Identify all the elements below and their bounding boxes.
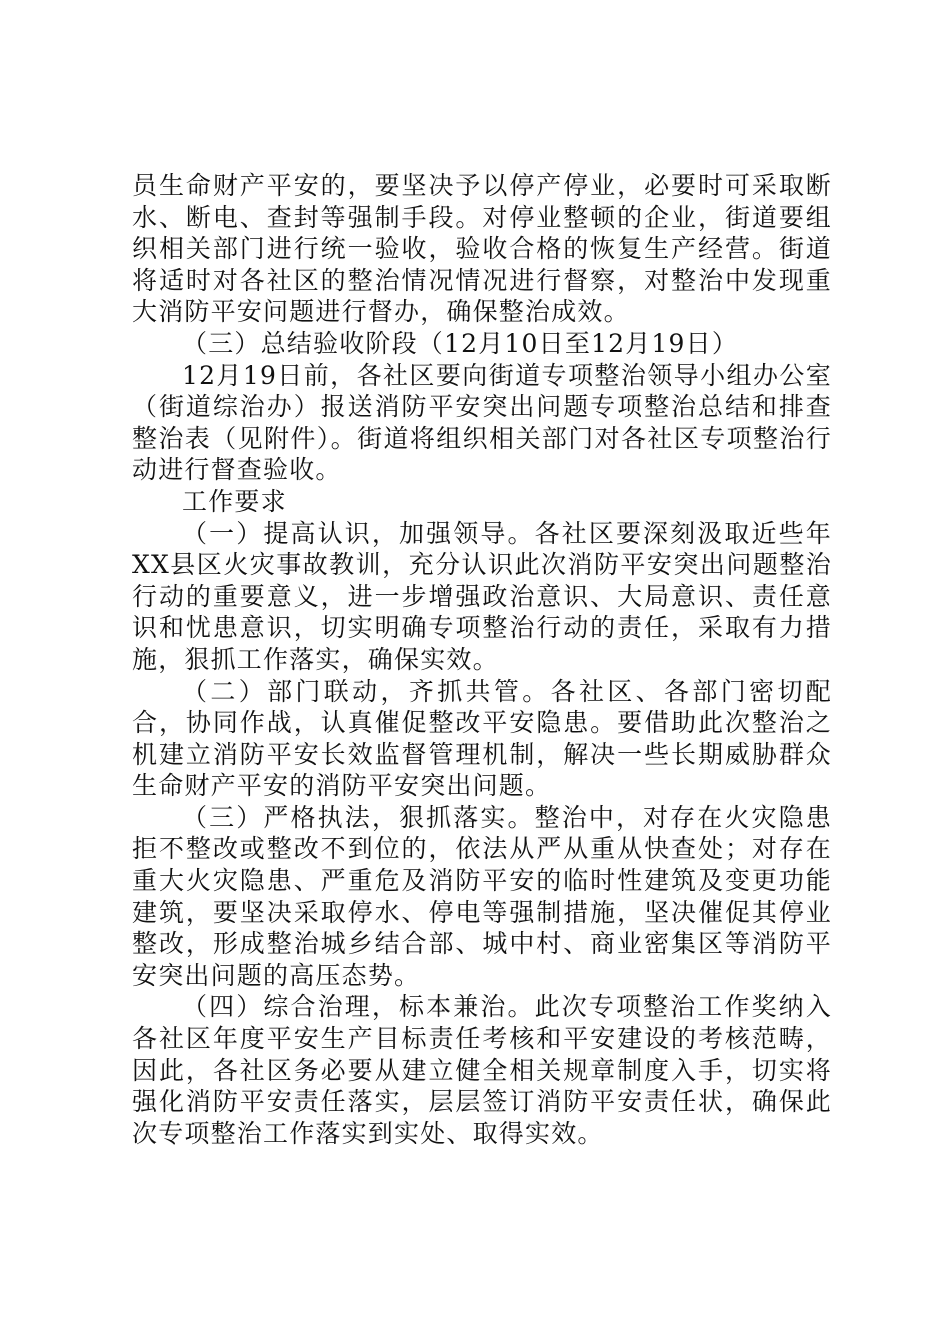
document-body <box>132 170 832 1149</box>
paragraph-requirement-1: （一）提高认识，加强领导。各社区要深刻汲取近些年XX县区火灾事故教训，充分认识此次消防平安突出问题整治行动的重要意义，进一步增强政治意识、大局意识、责任意识和忧患意识，切实明确专项整治行动的责任，采取有力措施，狠抓工作落实，确保实效。 <box>132 518 832 674</box>
paragraph-requirement-3: （三）严格执法，狠抓落实。整治中，对存在火灾隐患拒不整改或整改不到位的，依法从严从重从快查处；对存在重大火灾隐患、严重危及消防平安的临时性建筑及变更功能建筑，要坚决采取停水、停电等强制措施，坚决催促其停业整改，形成整治城乡结合部、城中村、商业密集区等消防平安突出问题的高压态势。 <box>132 802 832 990</box>
paragraph-requirement-4: （四）综合治理，标本兼治。此次专项整治工作奖纳入各社区年度平安生产目标责任考核和平安建设的考核范畴，因此，各社区务必要从建立健全相关规章制度入手，切实将强化消防平安责任落实，层层签订消防平安责任状，确保此次专项整治工作落实到实处、取得实效。 <box>132 992 832 1148</box>
paragraph-requirement-2: （二）部门联动，齐抓共管。各社区、各部门密切配合，协同作战，认真催促整改平安隐患。要借助此次整治之机建立消防平安长效监督管理机制，解决一些长期威胁群众生命财产平安的消防平安突出问题。 <box>132 676 832 801</box>
paragraph-continued: 员生命财产平安的，要坚决予以停产停业，必要时可采取断水、断电、查封等强制手段。对停业整顿的企业，街道要组织相关部门进行统一验收，验收合格的恢复生产经营。街道将适时对各社区的整治情况情况进行督察，对整治中发现重大消防平安问题进行督办，确保整治成效。 <box>132 171 832 327</box>
section-heading-summary-stage: （三）总结验收阶段（12月10日至12月19日） <box>182 328 739 358</box>
section-heading-work-requirements: 工作要求 <box>182 486 287 516</box>
paragraph-summary-stage: 12月19日前，各社区要向街道专项整治领导小组办公室（街道综治办）报送消防平安突出问题专项整治总结和排查整治表（见附件）。街道将组织相关部门对各社区专项整治行动进行督查验收。 <box>132 360 832 485</box>
